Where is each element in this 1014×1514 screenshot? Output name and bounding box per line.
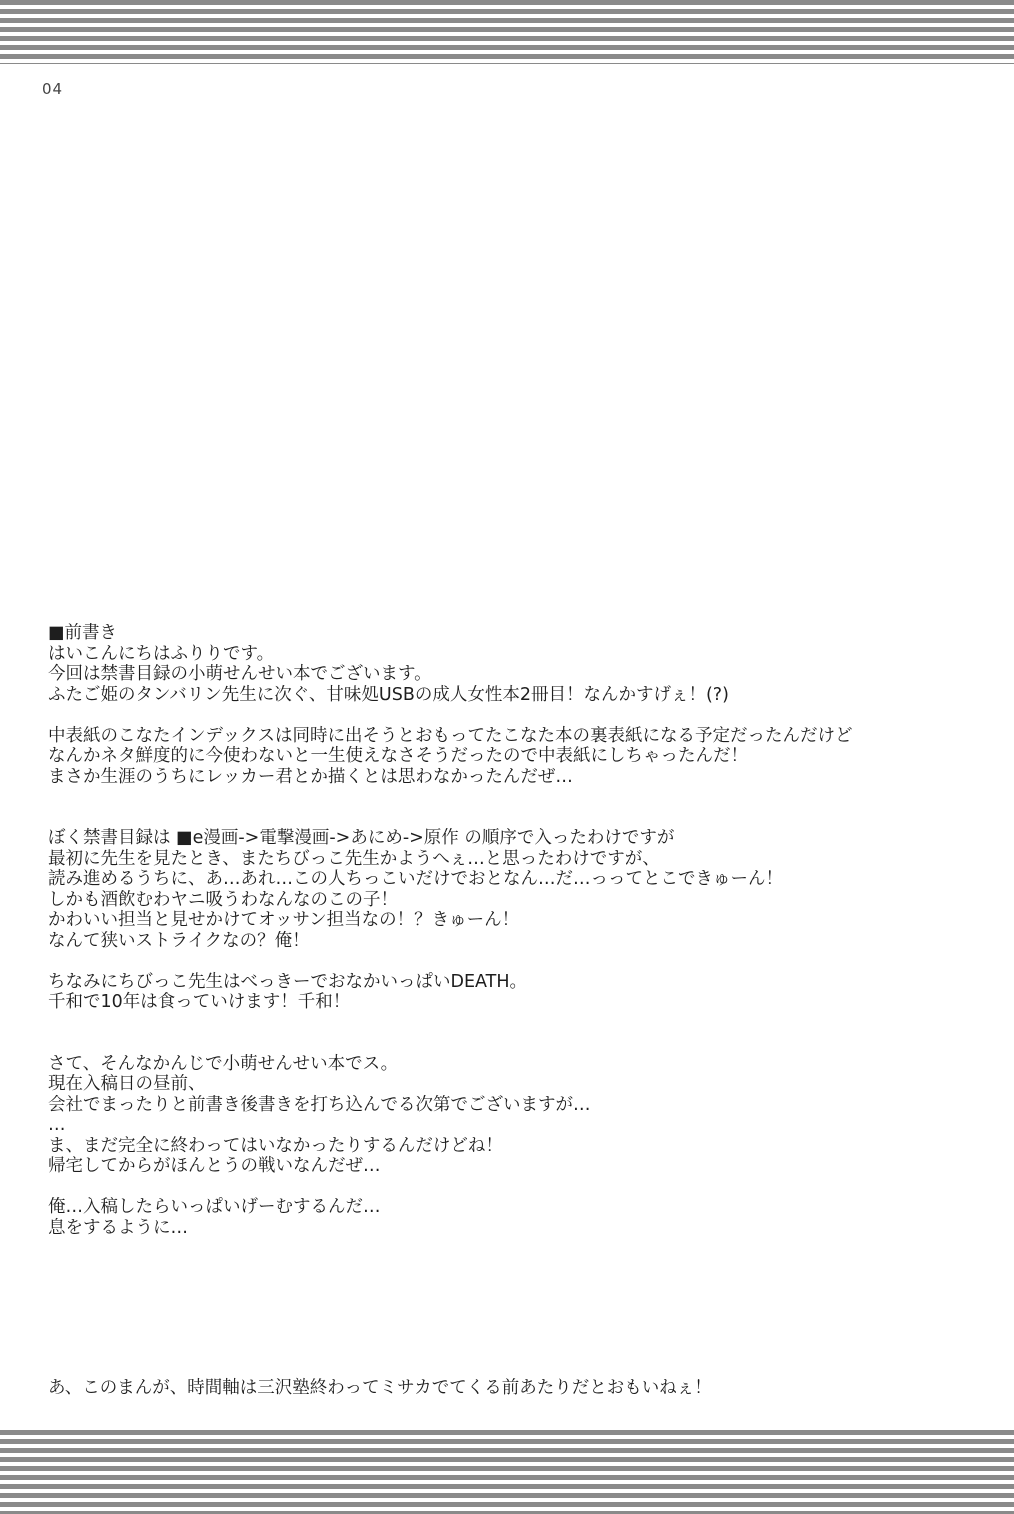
afterword-line: 息をするように…	[48, 1217, 188, 1238]
afterword-heading: ■前書き	[48, 623, 118, 643]
paragraph-gap	[48, 705, 1008, 726]
paragraph-gap	[48, 1013, 1008, 1054]
afterword-line: 俺…入稿したらいっぱいげーむするんだ…	[48, 1197, 381, 1217]
afterword-line: かわいい担当と見せかけてオッサン担当なの！？きゅーん！	[48, 910, 520, 930]
afterword-line: ちなみにちびっこ先生はべっきーでおなかいっぱいDEATH。	[48, 971, 527, 992]
closing-note: あ、このまんが、時間軸は三沢塾終わってミサカでてくる前あたりだとおもいねぇ！	[48, 1378, 712, 1398]
top-stripe-border	[0, 0, 1014, 64]
paragraph-gap	[48, 951, 1008, 972]
afterword-line: ま、まだ完全に終わってはいなかったりするんだけどね！	[48, 1135, 503, 1156]
afterword-line: 現在入稿日の昼前、	[48, 1074, 206, 1094]
afterword-body	[48, 623, 1008, 1238]
afterword-line: 今回は禁書目録の小萌せんせい本でございます。	[48, 664, 432, 684]
afterword-line: はいこんにちはふりりです。	[48, 643, 275, 664]
afterword-line: 中表紙のこなたインデックスは同時に出そうとおもってたこなた本の裏表紙になる予定だったんだけど	[48, 725, 853, 746]
paragraph-gap	[48, 787, 1008, 828]
afterword-line: ぼく禁書目録は ■e漫画->電撃漫画->あにめ->原作 の順序で入ったわけですが	[48, 828, 675, 848]
afterword-line: 帰宅してからがほんとうの戦いなんだぜ…	[48, 1156, 381, 1176]
afterword-line: なんかネタ鮮度的に今使わないと一生使えなさそうだったので中表紙にしちゃったんだ！	[48, 746, 748, 766]
paragraph-gap	[48, 1177, 1008, 1198]
afterword-line: しかも酒飲むわヤニ吸うわなんなのこの子！	[48, 889, 398, 910]
afterword-line: …	[48, 1115, 66, 1135]
afterword-line: まさか生涯のうちにレッカー君とか描くとは思わなかったんだぜ…	[48, 766, 573, 787]
afterword-line: なんて狭いストライクなの？俺！	[48, 930, 310, 951]
page-number: 04	[42, 80, 64, 98]
afterword-line: さて、そんなかんじで小萌せんせい本でス。	[48, 1053, 399, 1074]
bottom-stripe-border	[0, 1430, 1014, 1514]
afterword-line: 読み進めるうちに、あ…あれ…この人ちっこいだけでおとなん…だ…っってとこできゅーん！	[48, 869, 783, 889]
afterword-line: 最初に先生を見たとき、またちびっこ先生かようへぇ…と思ったわけですが、	[48, 848, 660, 869]
afterword-line: 会社でまったりと前書き後書きを打ち込んでる次第でございますが…	[48, 1094, 591, 1115]
afterword-line: 千和で10年は食っていけます！千和！	[48, 992, 351, 1012]
afterword-line: ふたご姫のタンバリン先生に次ぐ、甘味処USBの成人女性本2冊目！なんかすげぇ！(?)	[48, 684, 729, 705]
